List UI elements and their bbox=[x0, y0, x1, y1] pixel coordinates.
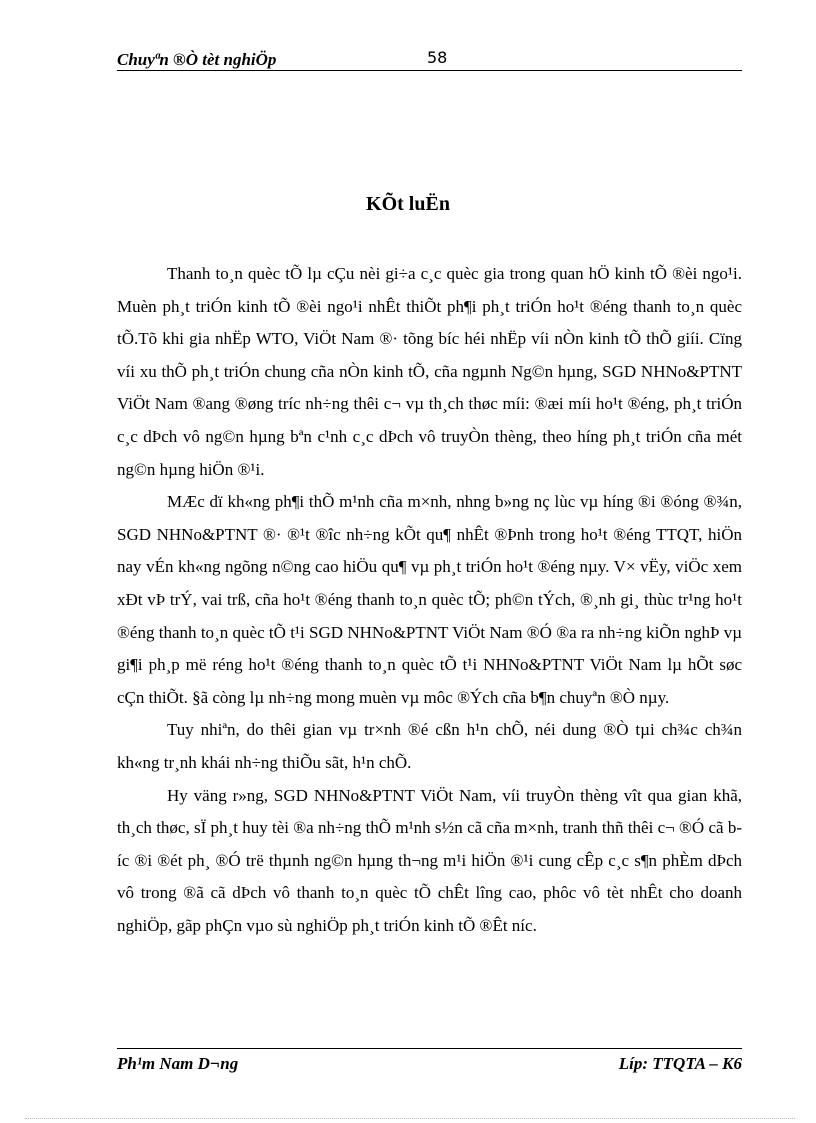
document-body bbox=[117, 258, 742, 942]
page-footer bbox=[117, 1048, 742, 1075]
footer-author: Ph¹m Nam D¬ng bbox=[117, 1054, 239, 1073]
page-number: 58 bbox=[427, 48, 448, 67]
page-edge-divider bbox=[25, 1118, 795, 1119]
page-header bbox=[117, 48, 742, 71]
paragraph: MÆc dï kh«ng ph¶i thÕ m¹nh cña m×nh, nhng b»ng nç lùc vµ híng ®i ®óng ®¾n, SGD NHNo&PTNT ®· ®¹t ®îc nh÷ng kÕt qu¶ nhÊt ®Þnh trong ho¹t ®éng TTQT, hiÖn nay vÉn kh«ng ngõng n©ng cao hiÖu qu¶ vµ ph¸t triÓn ho¹t ®éng nµy. V× vËy, viÖc xem xÐt vÞ trÝ, vai trß, cña ho¹t ®éng thanh to¸n quèc tÕ; ph©n tÝch, ®¸nh gi¸ thùc tr¹ng ho¹t ®éng thanh to¸n quèc tÕ t¹i SGD NHNo&PTNT ViÖt Nam ®Ó ®a ra nh÷ng kiÕn nghÞ vµ gi¶i ph¸p më réng ho¹t ®éng thanh to¸n quèc tÕ t¹i NHNo&PTNT ViÖt Nam lµ hÕt søc cÇn thiÕt. §ã còng lµ nh÷ng mong muèn vµ môc ®Ých cña b¶n chuyªn ®Ò nµy. bbox=[117, 492, 742, 707]
paragraph: Thanh to¸n quèc tÕ lµ cÇu nèi gi÷a c¸c quèc gia trong quan hÖ kinh tÕ ®èi ngo¹i. Muèn ph¸t triÓn kinh tÕ ®èi ngo¹i nhÊt thiÕt ph¶i ph¸t triÓn ho¹t ®éng thanh to¸n quèc tÕ.Tõ khi gia nhËp WTO, ViÖt Nam ®· tõng bíc héi nhËp víi nÒn kinh tÕ thÕ giíi. Cïng víi xu thÕ ph¸t triÓn chung cña nÒn kinh tÕ, cña ngµnh Ng©n hµng, SGD NHNo&PTNT ViÖt Nam ®ang ®øng tríc nh÷ng thêi c¬ vµ th¸ch thøc míi: ®æi míi ho¹t ®éng, ph¸t triÓn c¸c dÞch vô ng©n hµng bªn c¹nh c¸c dÞch vô truyÒn thèng, theo híng ph¸t triÓn cña mét ng©n hµng hiÖn ®¹i. bbox=[117, 264, 742, 479]
footer-class: Líp: TTQTA – K6 bbox=[618, 1054, 742, 1073]
document-title: KÕt luËn bbox=[366, 193, 450, 215]
header-title: Chuyªn ®Ò tèt nghiÖp bbox=[117, 50, 277, 69]
paragraph: Tuy nhiªn, do thêi gian vµ tr×nh ®é cßn h¹n chÕ, néi dung ®Ò tµi ch¾c ch¾n kh«ng tr¸nh khái nh÷ng thiÕu sãt, h¹n chÕ. bbox=[117, 720, 742, 772]
paragraph: Hy väng r»ng, SGD NHNo&PTNT ViÖt Nam, víi truyÒn thèng vît qua gian khã, th¸ch thøc, sÏ ph¸t huy tèi ®a nh÷ng thÕ m¹nh s½n cã cña m×nh, tranh thñ thêi c¬ ®Ó cã bíc ®i ®ét ph¸ ®Ó trë thµnh ng©n hµng th¬ng m¹i hiÖn ®¹i cung cÊp c¸c s¶n phÈm dÞch vô trong ®ã cã dÞch vô thanh to¸n quèc tÕ chÊt lîng cao, phôc vô tèt nhÊt cho doanh nghiÖp, gãp phÇn vµo sù nghiÖp ph¸t triÓn kinh tÕ ®Êt níc. bbox=[117, 785, 742, 935]
